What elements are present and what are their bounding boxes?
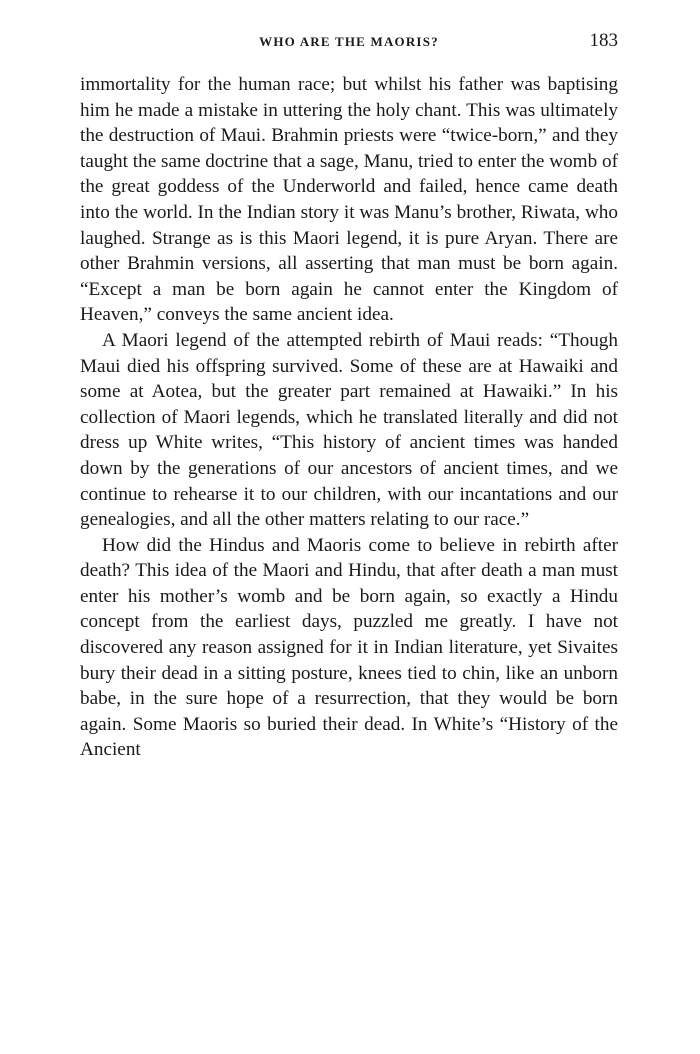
book-page xyxy=(80,28,618,763)
running-header xyxy=(80,28,618,58)
paragraph-continued: immortality for the human race; but whilst his father was baptising him he made a mistake in uttering the holy chant. This was ultimately the destruction of Maui. Brahmin priests were “twice-born,” and they taught the same doctrine that a sage, Manu, tried to enter the womb of the great goddess of the Underworld and failed, hence came death into the world. In the Indian story it was Manu’s brother, Riwata, who laughed. Strange as is this Maori legend, it is pure Aryan. There are other Brahmin versions, all asserting that man must be born again. “Except a man be born again he cannot enter the Kingdom of Heaven,” conveys the same ancient idea. xyxy=(80,74,618,326)
paragraph: How did the Hindus and Maoris come to believe in rebirth after death? This idea of the Maori and Hindu, that after death a man must enter his mother’s womb and be born again, so exactly a Hindu concept from the earliest days, puzzled me greatly. I have not discovered any reason assigned for it in Indian literature, yet Sivaites bury their dead in a sitting posture, knees tied to chin, like an unborn babe, in the sure hope of a resurrection, that they would be born again. Some Maoris so buried their dead. In White’s “History of the Ancient xyxy=(80,534,618,761)
running-title: WHO ARE THE MAORIS? xyxy=(259,34,439,49)
body-text xyxy=(80,72,618,763)
page-number: 183 xyxy=(589,30,618,51)
paragraph: A Maori legend of the attempted rebirth of Maui reads: “Though Maui died his offspring survived. Some of these are at Hawaiki and some at Aotea, but the greater part remained at Hawaiki.” In his collection of Maori legends, which he translated literally and did not dress up White writes, “This history of ancient times was handed down by the generations of our ancestors of ancient times, and we continue to rehearse it to our children, with our incantations and our genealogies, and all the other matters relating to our race.” xyxy=(80,329,618,531)
